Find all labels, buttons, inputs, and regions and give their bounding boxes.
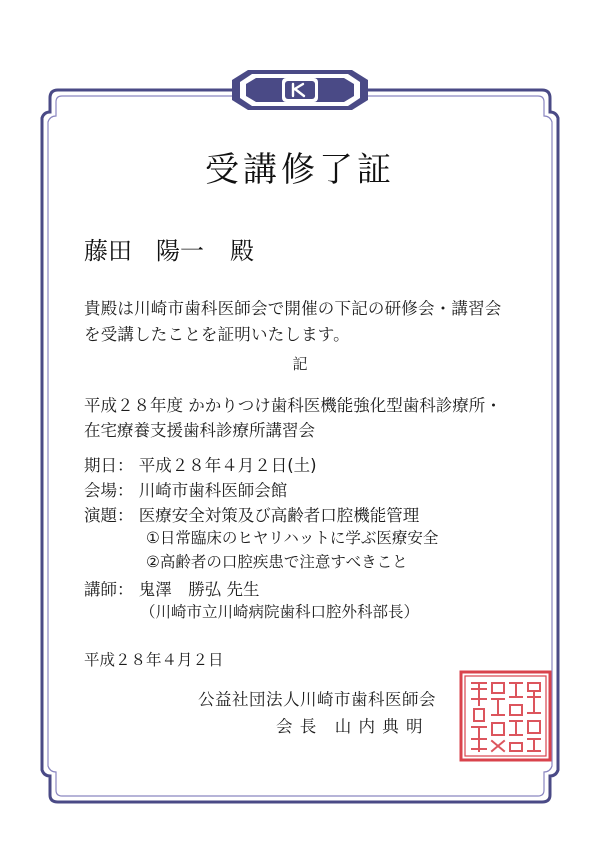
issue-date: 平成２８年４月２日	[84, 651, 224, 669]
ki-label: 記	[292, 355, 308, 373]
president-name: 会 長 山 内 典 明	[276, 717, 424, 736]
course-title-line-1: 平成２８年度 かかりつけ歯科医機能強化型歯科診療所・	[84, 396, 502, 415]
recipient-line	[84, 231, 254, 266]
certificate-title: 受講修了証	[205, 150, 395, 190]
detail-lecturer-affiliation: （川崎市立川崎病院歯科口腔外科部長）	[140, 603, 420, 621]
recipient-honorific: 殿	[230, 237, 254, 265]
course-title-line-2: 在宅療養支援歯科診療所講習会	[84, 421, 315, 440]
issuing-organization: 公益社団法人川崎市歯科医師会	[198, 690, 436, 709]
detail-topic-sub-1: ①日常臨床のヒヤリハットに学ぶ医療安全	[146, 529, 439, 547]
certificate-body-line-2: を受講したことを証明いたします。	[84, 325, 350, 344]
detail-date: 期日： 平成２８年４月２日(土)	[84, 456, 317, 475]
detail-venue: 会場： 川崎市歯科医師会館	[84, 481, 288, 500]
recipient-name: 藤田 陽一	[84, 237, 204, 265]
kanagawa-k-emblem-icon	[278, 76, 322, 104]
detail-topic-sub-2: ②高齢者の口腔疾患で注意すべきこと	[146, 553, 408, 571]
detail-topic: 演題： 医療安全対策及び高齢者口腔機能管理	[84, 506, 420, 525]
certificate-body-line-1: 貴殿は川崎市歯科医師会で開催の下記の研修会・講習会	[84, 299, 502, 318]
official-seal-stamp	[458, 669, 553, 763]
detail-lecturer: 講師： 鬼澤 勝弘 先生	[84, 580, 260, 599]
